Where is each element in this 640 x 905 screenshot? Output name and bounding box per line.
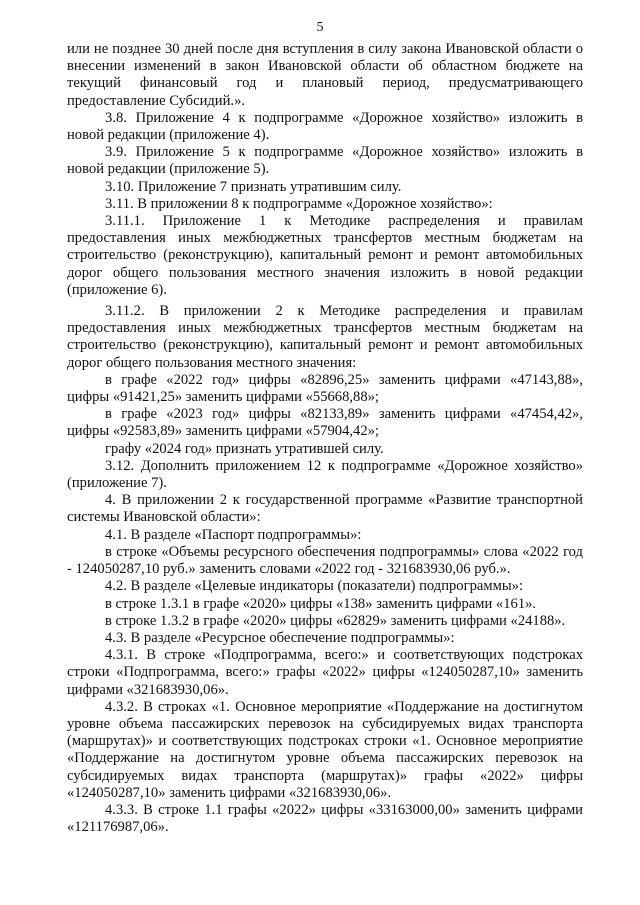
paragraph-3-12: 3.12. Дополнить приложением 12 к подпрограмме «Дорожное хозяйство» (приложение 7).	[67, 457, 583, 492]
paragraph-column-2024: графу «2024 год» признать утратившей силу.	[105, 440, 384, 457]
paragraph-3-11: 3.11. В приложении 8 к подпрограмме «Дорожное хозяйство»:	[105, 195, 493, 212]
paragraph-continuation: или не позднее 30 дней после дня вступления в силу закона Ивановской области о внесении изменений в закон Ивановской области об областном бюджете на текущий финансовый год и плановый период, предусматривающего предоставление Субсидий.».	[67, 41, 583, 109]
paragraph-3-10: 3.10. Приложение 7 признать утратившим силу.	[105, 178, 402, 195]
page-number: 5	[316, 20, 324, 35]
paragraph-4-3-2: 4.3.2. В строках «1. Основное мероприятие «Поддержание на достигнутом уровне объема пассажирских перевозок на субсидируемых видах транспорта (маршрутах)» и соответствующих подстроках строки «1. Основное мероприятие «Поддержание на достигнутом уровне объема пассажирских перевозок на субсидируемых видах транспорта (маршрутах)» графы «2022» цифры «124050287,10» заменить цифрами «321683930,06».	[67, 698, 583, 801]
paragraph-3-9: 3.9. Приложение 5 к подпрограмме «Дорожное хозяйство» изложить в новой редакции (приложение 5).	[67, 144, 583, 178]
paragraph-3-8: 3.8. Приложение 4 к подпрограмме «Дорожное хозяйство» изложить в новой редакции (приложение 4).	[67, 109, 583, 144]
paragraph-4-1-text: в строке «Объемы ресурсного обеспечения подпрограммы» слова «2022 год - 124050287,10 руб.» заменить словами «2022 год - 321683930,06 руб.».	[67, 543, 583, 578]
paragraph-4-3: 4.3. В разделе «Ресурсное обеспечение подпрограммы»:	[105, 629, 455, 646]
paragraph-3-11-2: 3.11.2. В приложении 2 к Методике распределения и правилам предоставления иных межбюджетных трансфертов местным бюджетам на строительство (реконструкцию), капитальный ремонт и ремонт автомобильных дорог общего пользования местного значения:	[67, 303, 583, 371]
paragraph-4-3-1: 4.3.1. В строке «Подпрограмма, всего:» и соответствующих подстроках строки «Подпрограмма, всего:» графы «2022» цифры «124050287,10» заменить цифрами «321683930,06».	[67, 647, 583, 698]
paragraph-4-2-row-1: в строке 1.3.1 в графе «2020» цифры «138» заменить цифрами «161».	[105, 595, 537, 612]
paragraph-4-3-3: 4.3.3. В строке 1.1 графы «2022» цифры «33163000,00» заменить цифрами «121176987,06».	[67, 801, 583, 836]
paragraph-column-2022: в графе «2022 год» цифры «82896,25» заменить цифрами «47143,88», цифры «91421,25» заменить цифрами «55668,88»;	[67, 371, 583, 406]
paragraph-4: 4. В приложении 2 к государственной программе «Развитие транспортной системы Ивановской области»:	[67, 492, 583, 526]
paragraph-column-2023: в графе «2023 год» цифры «82133,89» заменить цифрами «47454,42», цифры «92583,89» заменить цифрами «57904,42»;	[67, 406, 583, 440]
paragraph-4-2: 4.2. В разделе «Целевые индикаторы (показатели) подпрограммы»:	[105, 578, 523, 595]
paragraph-4-1: 4.1. В разделе «Паспорт подпрограммы»:	[105, 526, 362, 543]
document-body	[67, 41, 583, 836]
paragraph-3-11-1: 3.11.1. Приложение 1 к Методике распределения и правилам предоставления иных межбюджетных трансфертов местным бюджетам на строительство (реконструкцию), капитальный ремонт и ремонт автомобильных дорог общего пользования местного значения изложить в новой редакции (приложение 6).	[67, 213, 583, 298]
paragraph-4-2-row-2: в строке 1.3.2 в графе «2020» цифры «62829» заменить цифрами «24188».	[105, 612, 566, 629]
